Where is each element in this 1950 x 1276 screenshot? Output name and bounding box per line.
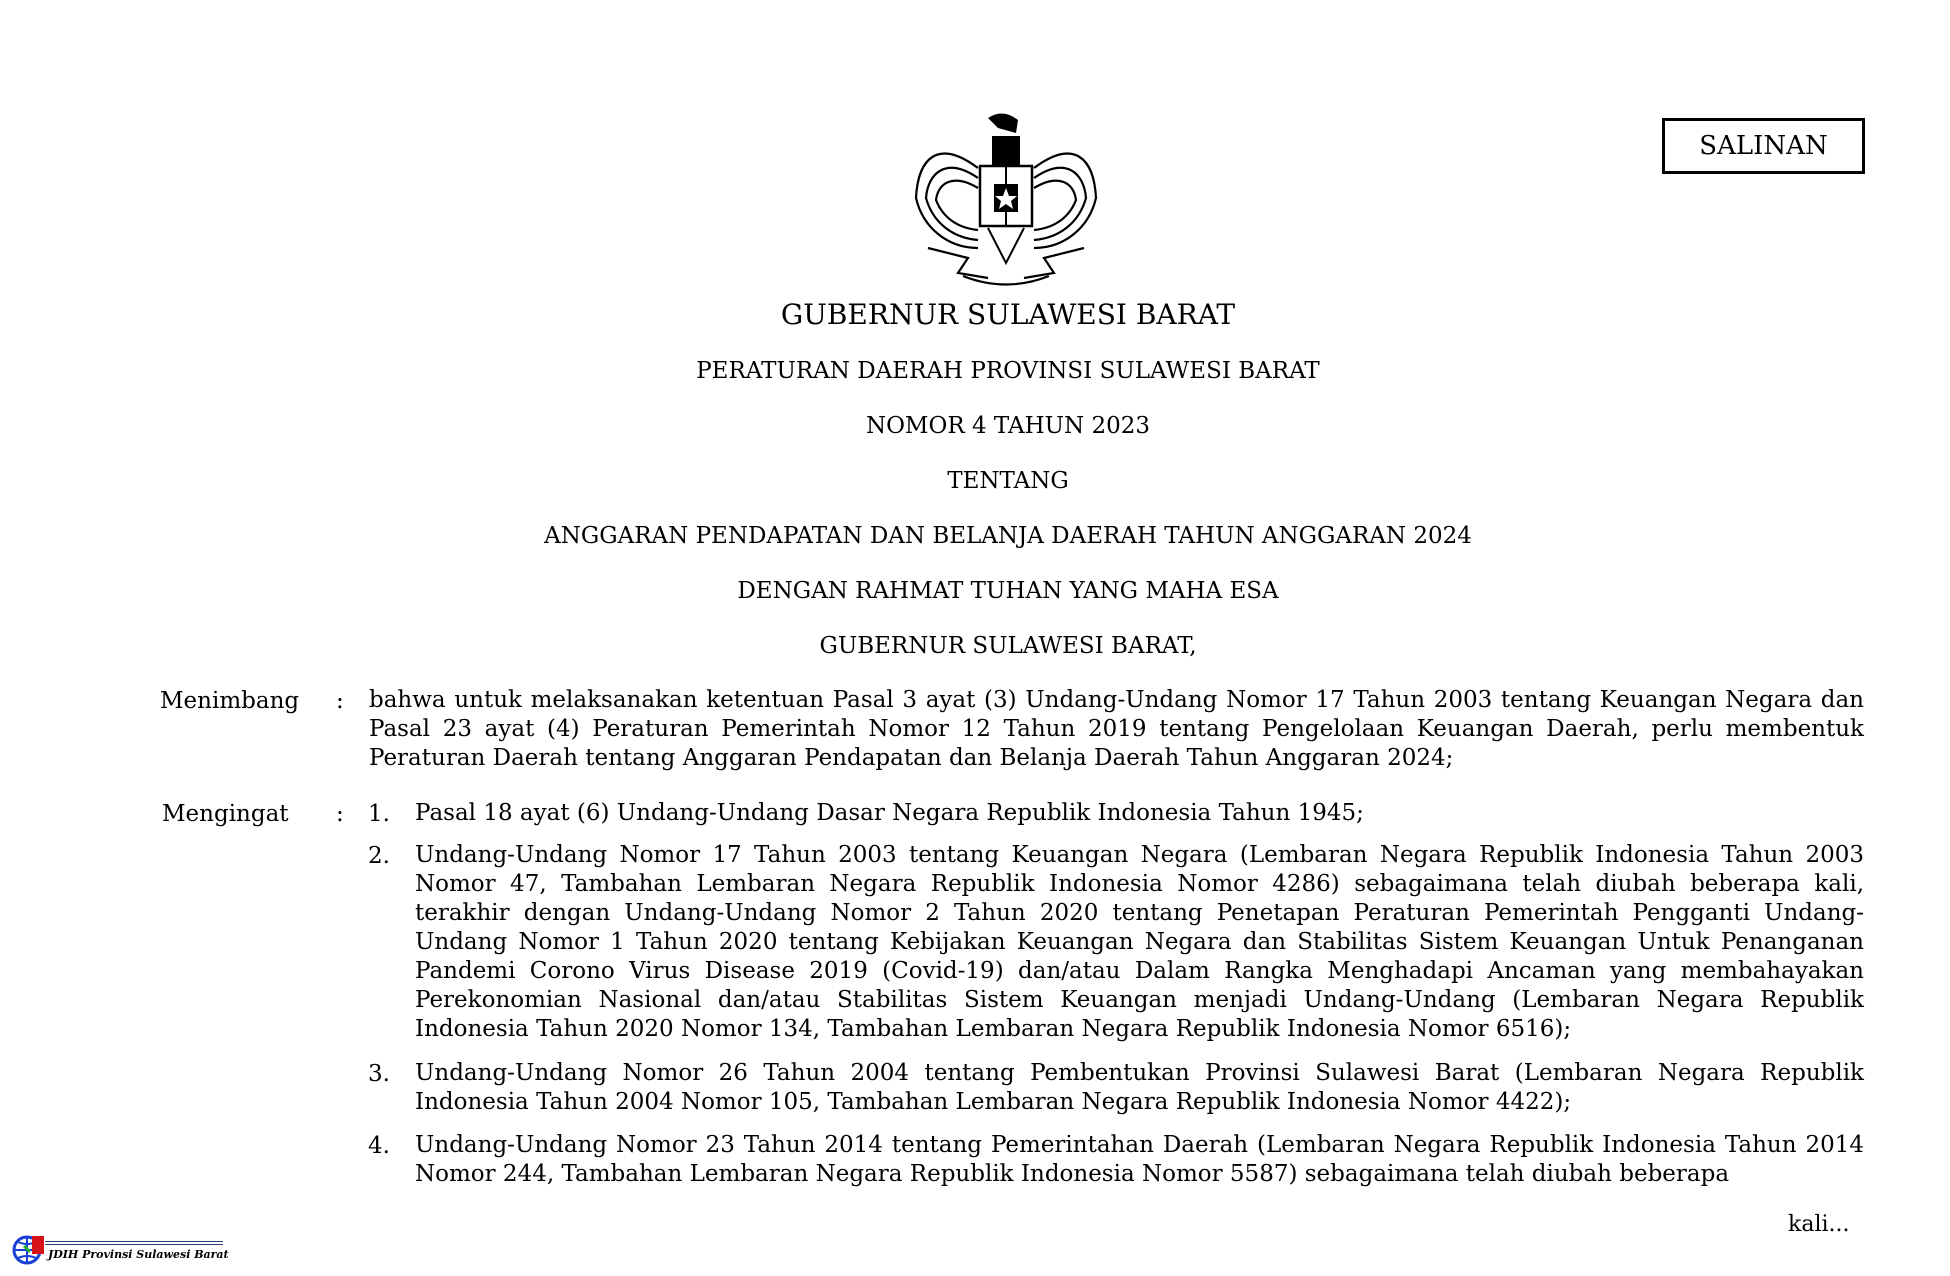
page-continuation: kali... [1788,1212,1850,1237]
item-number: 1. [368,801,390,827]
regulation-type: PERATURAN DAERAH PROVINSI SULAWESI BARAT [696,358,1320,384]
mengingat-colon: : [336,801,344,827]
jdih-logo-text: JDIH Provinsi Sulawesi Barat [48,1248,229,1261]
item-number: 3. [368,1061,390,1087]
legal-basis-item: Undang-Undang Nomor 23 Tahun 2014 tentang Pemerintahan Daerah (Lembaran Negara Republik Indonesia Tahun 2014 Nomor 244, Tambahan Lembaran Negara Republik Indonesia Nomor 5587) sebagaimana telah diubah beberapa [415,1132,1864,1187]
item-number: 2. [368,843,390,869]
issuer-title: GUBERNUR SULAWESI BARAT [780,298,1236,331]
mengingat-label: Mengingat [162,801,289,827]
footer-divider [45,1241,223,1245]
regulation-subject: ANGGARAN PENDAPATAN DAN BELANJA DAERAH TAHUN ANGGARAN 2024 [544,523,1472,549]
addressee: GUBERNUR SULAWESI BARAT, [819,633,1197,659]
salinan-stamp: SALINAN [1662,118,1865,174]
menimbang-label: Menimbang [160,688,300,714]
item-number: 4. [368,1133,390,1159]
menimbang-text: bahwa untuk melaksanakan ketentuan Pasal 3 ayat (3) Undang-Undang Nomor 17 Tahun 2003 tentang Keuangan Negara dan Pasal 23 ayat (4) Peraturan Pemerintah Nomor 12 Tahun 2019 tentang Pengelolaan Keuangan Daerah, perlu membentuk Peraturan Daerah tentang Anggaran Pendapatan dan Belanja Daerah Tahun Anggaran 2024; [369,687,1864,771]
garuda-emblem-icon [908,98,1104,296]
regulation-number: NOMOR 4 TAHUN 2023 [865,413,1151,439]
about-label: TENTANG [947,468,1069,494]
invocation: DENGAN RAHMAT TUHAN YANG MAHA ESA [737,578,1279,604]
menimbang-colon: : [336,688,344,714]
jdih-logo-icon [12,1232,46,1266]
legal-basis-item: Pasal 18 ayat (6) Undang-Undang Dasar Negara Republik Indonesia Tahun 1945; [415,800,1364,826]
legal-basis-item: Undang-Undang Nomor 26 Tahun 2004 tentang Pembentukan Provinsi Sulawesi Barat (Lembaran Negara Republik Indonesia Tahun 2004 Nomor 105, Tambahan Lembaran Negara Republik Indonesia Nomor 4422); [415,1060,1864,1115]
legal-basis-item: Undang-Undang Nomor 17 Tahun 2003 tentang Keuangan Negara (Lembaran Negara Republik Indonesia Tahun 2003 Nomor 47, Tambahan Lembaran Negara Republik Indonesia Nomor 4286) sebagaimana telah diubah beberapa kali, terakhir dengan Undang-Undang Nomor 2 Tahun 2020 tentang Penetapan Peraturan Pemerintah Pengganti Undang-Undang Nomor 1 Tahun 2020 tentang Kebijakan Keuangan Negara dan Stabilitas Sistem Keuangan Untuk Penanganan Pandemi Corono Virus Disease 2019 (Covid-19) dan/atau Dalam Rangka Menghadapi Ancaman yang membahayakan Perekonomian Nasional dan/atau Stabilitas Sistem Keuangan menjadi Undang-Undang (Lembaran Negara Republik Indonesia Tahun 2020 Nomor 134, Tambahan Lembaran Negara Republik Indonesia Nomor 6516); [415,842,1864,1042]
